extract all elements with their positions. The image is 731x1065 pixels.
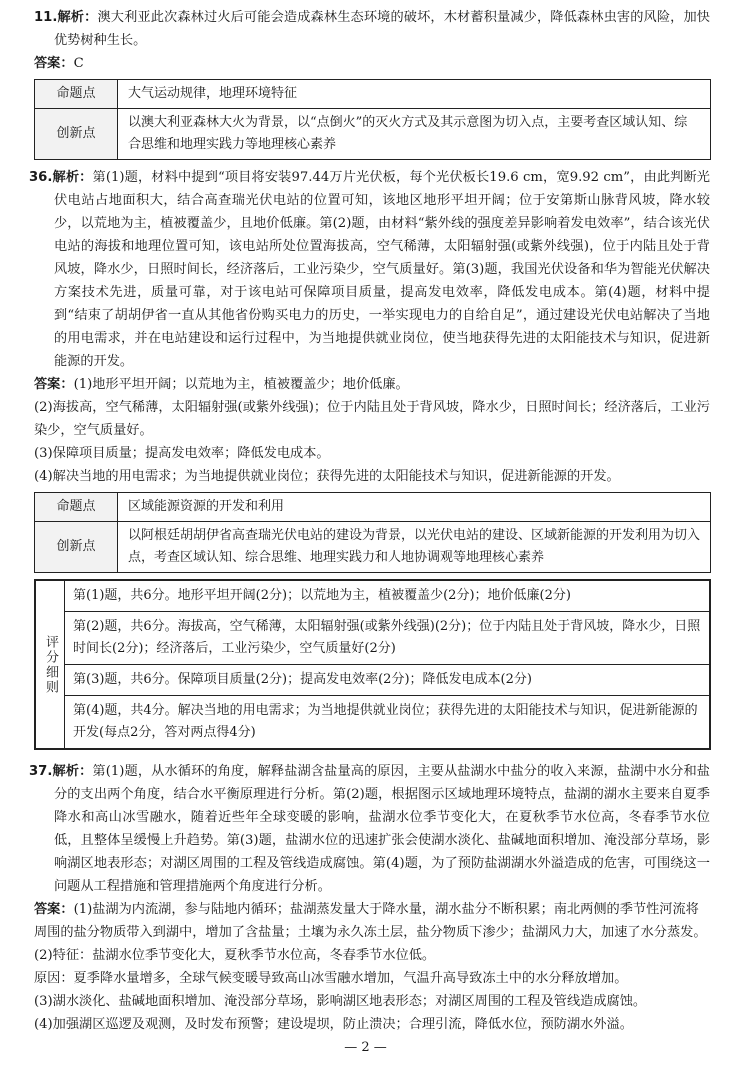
q36-answer-4: (4)解决当地的用电需求；为当地提供就业岗位；获得先进的太阳能技术与知识，促进新能源的开发。 [34, 469, 620, 484]
page-number: — 2 — [344, 1040, 387, 1055]
q37-label: 37.解析： [29, 764, 93, 779]
q37-answer-3: 原因：夏季降水量增多，全球气候变暖导致高山冰雪融水增加，气温升高导致冻土中的水分释放增加。 [34, 971, 628, 986]
q36-answer [34, 373, 710, 396]
meta-value: 以澳大利亚森林大火为背景，以“点倒火”的灭火方式及其示意图为切入点，主要考查区域认知、综合思维和地理实践力等地理核心素养 [118, 109, 711, 160]
q37-answer [34, 898, 710, 944]
q11-answer [34, 52, 710, 75]
table-row [35, 665, 710, 696]
meta-key: 命题点 [35, 80, 118, 109]
table-row [35, 522, 711, 573]
meta-value: 以阿根廷胡胡伊省高查瑞光伏电站的建设为背景，以光伏电站的建设、区域新能源的开发利用为切入点，考查区域认知、综合思维、地理实践力和人地协调观等地理核心素养 [118, 522, 711, 573]
q11-meta-table [34, 79, 711, 160]
q36-scoring-table [34, 579, 711, 750]
q11-text: 澳大利亚此次森林过火后可能会造成森林生态环境的破坏，木材蓄积量减少，降低森林虫害的风险，加快优势树种生长。 [54, 10, 710, 48]
q37-answer-label: 答案： [34, 902, 74, 917]
meta-key: 命题点 [35, 493, 118, 522]
meta-value: 大气运动规律，地理环境特征 [118, 80, 711, 109]
scoring-item: 第(1)题，共6分。地形平坦开阔(2分)；以荒地为主，植被覆盖少(2分)；地价低廉(2分) [65, 580, 711, 612]
q37-text: 第(1)题，从水循环的角度，解释盐湖含盐量高的原因，主要从盐湖水中盐分的收入来源，盐湖中水分和盐分的支出两个角度，结合水平衡原理进行分析。第(2)题，根据图示区域地理环境特点，盐湖的湖水主要来自夏季降水和高山冰雪融水，随着近些年全球变暖的影响，盐湖水位季节变化大，在夏秋季节水位高，冬春季节水位低，且整体呈缓慢上升趋势。第(3)题，盐湖水位的迅速扩张会使湖水淡化、盐碱地面积增加、淹没部分草场，影响湖区地表形态；对湖区周围的工程及管线造成腐蚀。第(4)题，为了预防盐湖湖水外溢造成的危害，可围绕这一问题从工程措施和管理措施两个角度进行分析。 [54, 764, 710, 894]
q36-meta-table [34, 492, 711, 573]
scoring-item: 第(2)题，共6分。海拔高，空气稀薄，太阳辐射强(或紫外线强)(2分)；位于内陆且处于背风坡，降水少，日照时间长(2分)；经济落后，工业污染少，空气质量好(2分) [65, 612, 711, 665]
meta-value: 区域能源资源的开发和利用 [118, 493, 711, 522]
table-row [35, 580, 710, 612]
scoring-item: 第(4)题，共4分。解决当地的用电需求；为当地提供就业岗位；获得先进的太阳能技术与知识，促进新能源的开发(每点2分，答对两点得4分) [65, 696, 711, 750]
table-row [35, 109, 711, 160]
q36-analysis [29, 166, 710, 373]
scoring-side-label: 评分细则 [35, 580, 65, 749]
table-row [35, 80, 711, 109]
meta-key: 创新点 [35, 109, 118, 160]
q36-answer-label: 答案： [34, 377, 74, 392]
answer-page [29, 6, 710, 1036]
q11-label: 11.解析： [34, 10, 98, 25]
q36-answer-3: (3)保障项目质量；提高发电效率；降低发电成本。 [34, 446, 330, 461]
meta-key: 创新点 [35, 522, 118, 573]
q11-answer-label: 答案： [34, 56, 74, 71]
q37-answer-5: (4)加强湖区巡逻及观测，及时发布预警；建设堤坝，防止溃决；合理引流，降低水位，预防湖水外溢。 [34, 1017, 633, 1032]
table-row [35, 612, 710, 665]
q36-answer-2: (2)海拔高，空气稀薄，太阳辐射强(或紫外线强)；位于内陆且处于背风坡，降水少，日照时间长；经济落后，工业污染少，空气质量好。 [34, 400, 710, 438]
table-row [35, 493, 711, 522]
q37-answer-1: (1)盐湖为内流湖，参与陆地内循环；盐湖蒸发量大于降水量，湖水盐分不断积累；南北两侧的季节性河流将周围的盐分物质带入到湖中，增加了含盐量；土壤为永久冻土层，盐分物质下渗少；盐湖风力大，加速了水分蒸发。 [34, 902, 707, 940]
q36-text: 第(1)题，材料中提到“项目将安装97.44万片光伏板，每个光伏板长19.6 cm，宽9.92 cm”，由此判断光伏电站占地面积大，结合高查瑞光伏电站的位置可知，该地区地形平坦开阔；位于安第斯山脉背风坡，降水较少，以荒地为主，植被覆盖少，且地价低廉。第(2)题，由材料“紫外线的强度差异影响着发电效率”，结合该光伏电站的海拔和地理位置可知，该电站所处位置海拔高，空气稀薄，太阳辐射强(或紫外线强)，位于内陆且处于背风坡，降水少，日照时间长，经济落后，工业污染少，空气质量好。第(3)题，我国光伏设备和华为智能光伏解决方案技术先进，质量可靠，对于该电站可保障项目质量，提高发电效率，降低发电成本。第(4)题，材料中提到“结束了胡胡伊省一直从其他省份购买电力的历史，一举实现电力的自给自足”，通过建设光伏电站解决了当地的用电需求，并在电站建设和运行过程中，为当地提供就业岗位，使当地获得先进的太阳能技术与知识，促进新能源的开发。 [54, 170, 710, 369]
q36-label: 36.解析： [29, 170, 93, 185]
q11-analysis [34, 6, 710, 52]
q37-answer-2: (2)特征：盐湖水位季节变化大，夏秋季节水位高，冬春季节水位低。 [34, 948, 436, 963]
q37-analysis [29, 760, 710, 898]
q37-answer-4: (3)湖水淡化、盐碱地面积增加、淹没部分草场，影响湖区地表形态；对湖区周围的工程及管线造成腐蚀。 [34, 994, 647, 1009]
table-row [35, 696, 710, 750]
q11-answer-value: C [73, 56, 84, 71]
scoring-item: 第(3)题，共6分。保障项目质量(2分)；提高发电效率(2分)；降低发电成本(2分) [65, 665, 711, 696]
q36-answer-1: (1)地形平坦开阔；以荒地为主，植被覆盖少；地价低廉。 [73, 377, 409, 392]
